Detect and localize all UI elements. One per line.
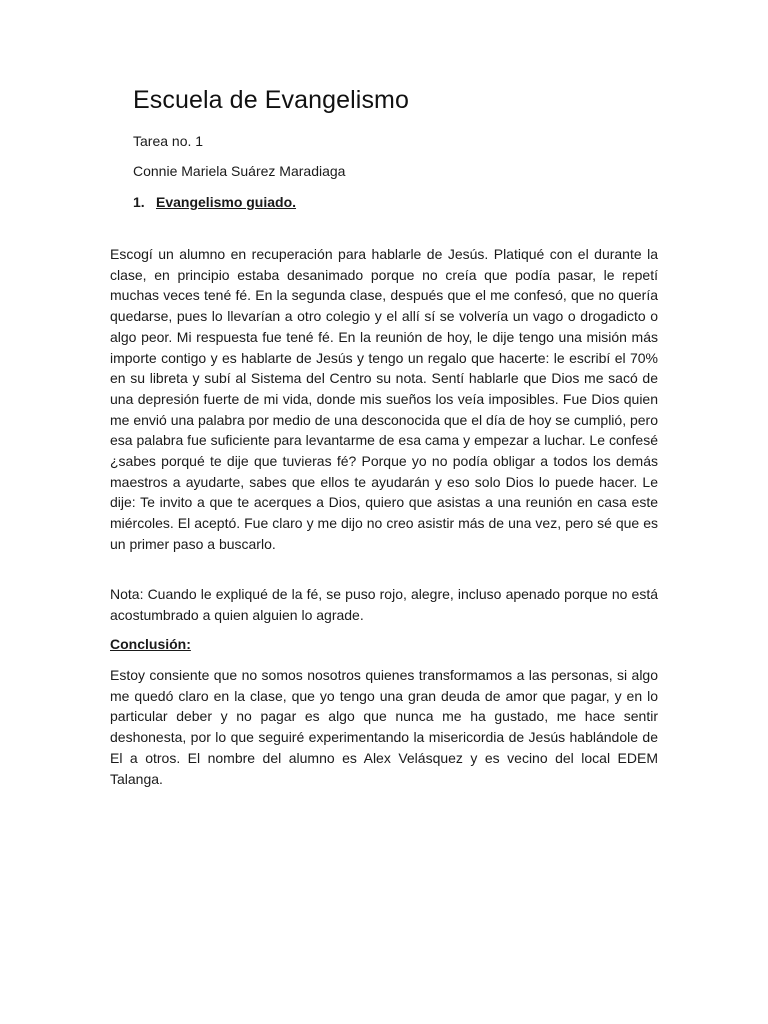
list-label: Evangelismo guiado.	[156, 194, 297, 210]
author-name: Connie Mariela Suárez Maradiaga	[133, 163, 346, 179]
numbered-heading	[133, 194, 296, 210]
document-title: Escuela de Evangelismo	[133, 86, 409, 114]
conclusion-paragraph: Estoy consiente que no somos nosotros quienes transformamos a las personas, si algo me quedó claro en la clase, que yo tengo una gran deuda de amor que pagar, y en lo particular deber y no pagar es algo que nunca me ha gustado, me hace sentir deshonesta, por lo que seguiré experimentando la misericordia de Jesús hablándole de El a otros. El nombre del alumno es Alex Velásquez y es vecino del local EDEM Talanga.	[110, 667, 658, 787]
list-number: 1.	[133, 194, 145, 210]
task-number: Tarea no. 1	[133, 133, 204, 149]
story-paragraph: Escogí un alumno en recuperación para hablarle de Jesús. Platiqué con el durante la clase, en principio estaba desanimado porque no creía que podía pasar, le repetí muchas veces tené fé. En la segunda clase, después que el me confesó, que no quería quedarse, pues lo llevarían a otro colegio y el allí sí se volvería un vago o drogadicto o algo peor. Mi respuesta fue tené fé. En la reunión de hoy, le dije tengo una misión más importe contigo y es hablarte de Jesús y tengo un regalo que hacerte: le escribí el 70% en su libreta y subí al Sistema del Centro su nota. Sentí hablarle que Dios me sacó de una depresión fuerte de mi vida, donde mis sueños los veía imposibles. Fue Dios quien me envió una palabra por medio de una desconocida que el día de hoy se cumplió, pero esa palabra fue suficiente para levantarme de esa cama y empezar a luchar. Le confesé ¿sabes porqué te dije que tuvieras fé? Porque yo no podía obligar a todos los demás maestros a ayudarte, sabes que ellos te ayudarán y eso solo Dios lo puede hacer. Le dije: Te invito a que te acerques a Dios, quiero que asistas a una reunión en casa este miércoles. El aceptó. Fue claro y me dijo no creo asistir más de una vez, pero sé que es un primer paso a buscarlo.	[110, 246, 658, 552]
note-paragraph: Nota: Cuando le expliqué de la fé, se puso rojo, alegre, incluso apenado porque no está acostumbrado a quien alguien lo agrade.	[110, 586, 658, 623]
conclusion-heading: Conclusión:	[110, 636, 191, 652]
